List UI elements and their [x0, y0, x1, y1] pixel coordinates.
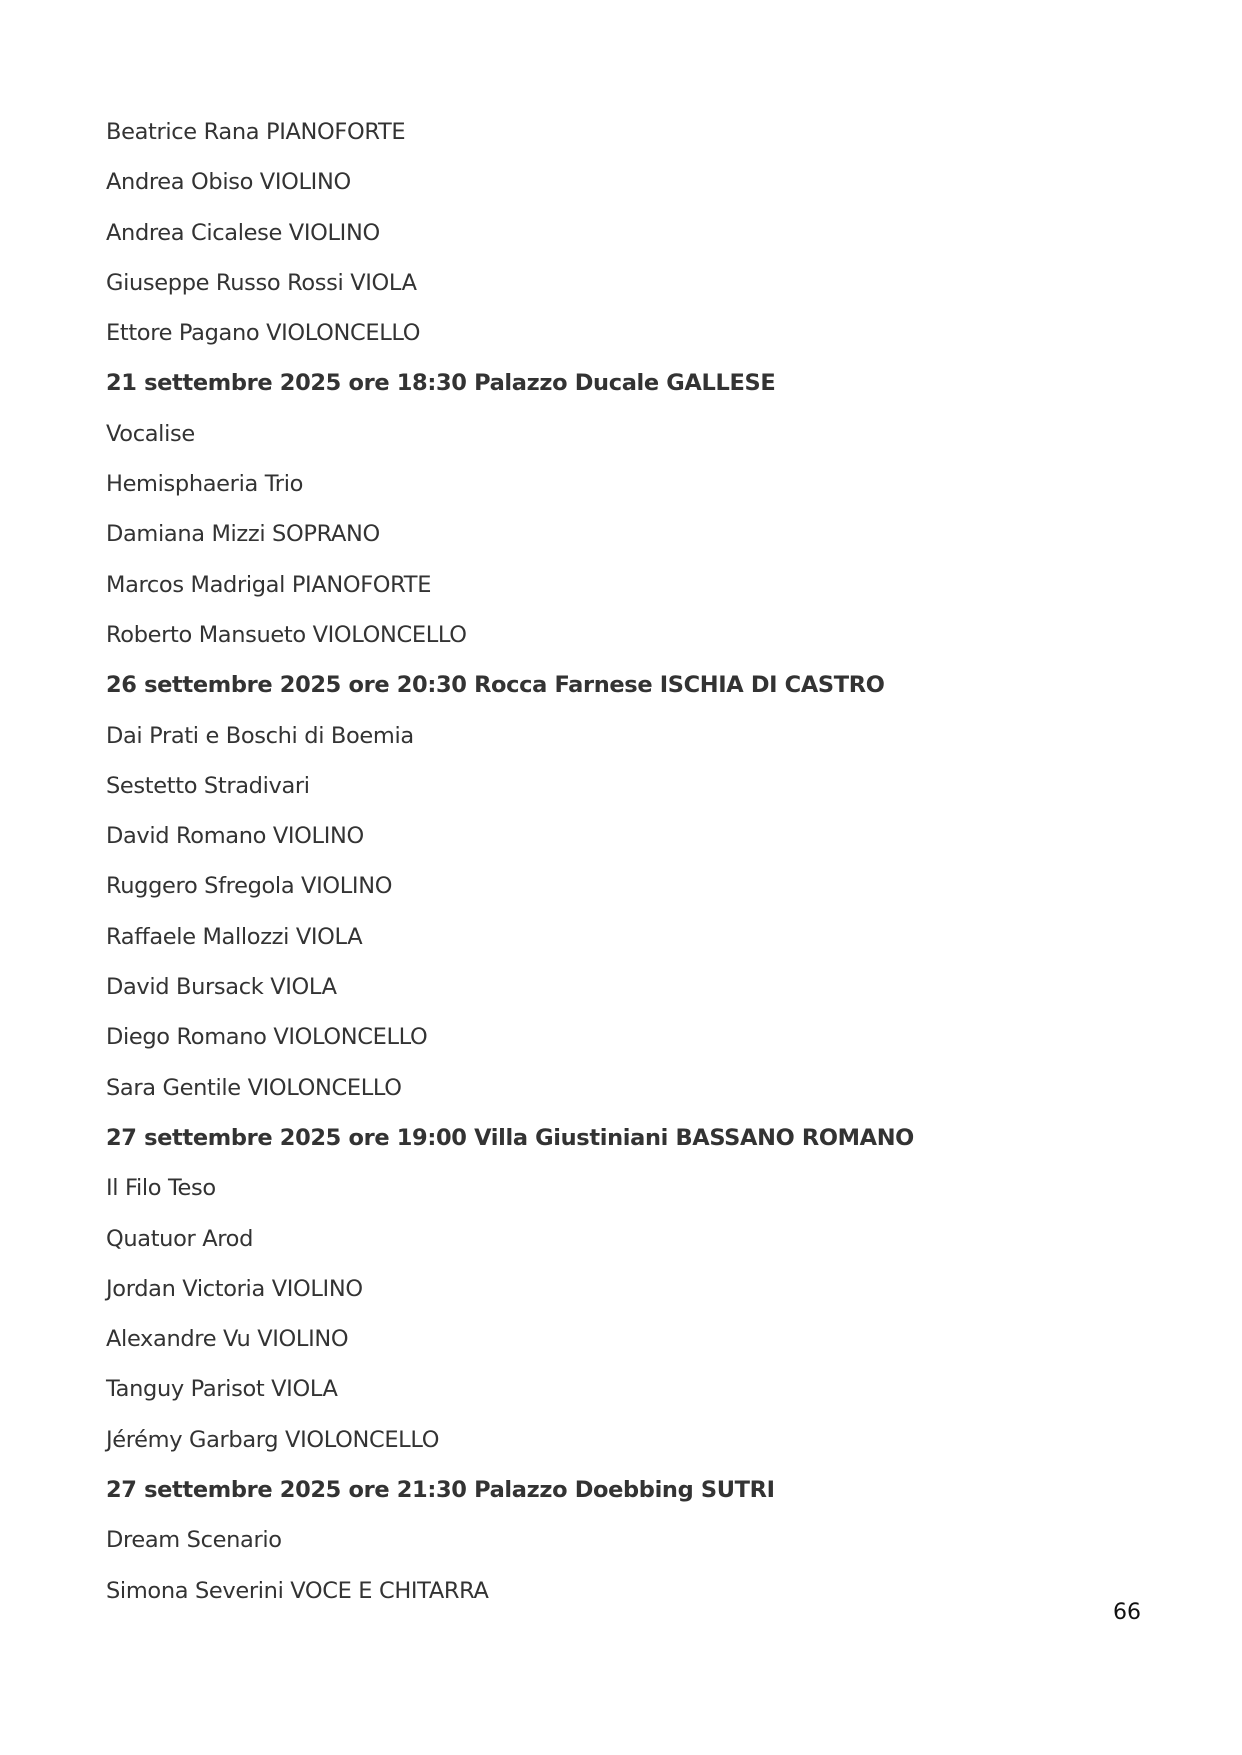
text-line: Raffaele Mallozzi VIOLA: [106, 923, 363, 950]
text-line: Jordan Victoria VIOLINO: [106, 1275, 363, 1302]
text-line: Simona Severini VOCE E CHITARRA: [106, 1577, 489, 1604]
concert-heading: 27 settembre 2025 ore 19:00 Villa Giustiniani BASSANO ROMANO: [106, 1124, 914, 1151]
text-line: Dai Prati e Boschi di Boemia: [106, 722, 414, 749]
text-line: Giuseppe Russo Rossi VIOLA: [106, 269, 417, 296]
text-line: Il Filo Teso: [106, 1175, 216, 1202]
text-line: David Romano VIOLINO: [106, 823, 364, 850]
text-line: Hemisphaeria Trio: [106, 471, 304, 498]
text-line: Jérémy Garbarg VIOLONCELLO: [106, 1426, 440, 1453]
text-line: Roberto Mansueto VIOLONCELLO: [106, 621, 467, 648]
text-line: Diego Romano VIOLONCELLO: [106, 1024, 428, 1051]
text-line: David Bursack VIOLA: [106, 974, 337, 1001]
concert-heading: 27 settembre 2025 ore 21:30 Palazzo Doebbing SUTRI: [106, 1477, 775, 1504]
text-line: Quatuor Arod: [106, 1225, 254, 1252]
text-line: Damiana Mizzi SOPRANO: [106, 521, 380, 548]
document-body: [106, 114, 1106, 1623]
text-line: Ruggero Sfregola VIOLINO: [106, 873, 393, 900]
text-line: Marcos Madrigal PIANOFORTE: [106, 571, 432, 598]
text-line: Andrea Obiso VIOLINO: [106, 169, 351, 196]
text-line: Alexandre Vu VIOLINO: [106, 1326, 349, 1353]
text-line: Vocalise: [106, 420, 195, 447]
text-line: Ettore Pagano VIOLONCELLO: [106, 320, 421, 347]
text-line: Sara Gentile VIOLONCELLO: [106, 1074, 402, 1101]
concert-heading: 21 settembre 2025 ore 18:30 Palazzo Ducale GALLESE: [106, 370, 776, 397]
page-number: 66: [1113, 1600, 1141, 1625]
text-line: Dream Scenario: [106, 1527, 282, 1554]
text-line: Sestetto Stradivari: [106, 772, 310, 799]
text-line: Tanguy Parisot VIOLA: [106, 1376, 338, 1403]
text-line: Beatrice Rana PIANOFORTE: [106, 119, 406, 145]
concert-heading: 26 settembre 2025 ore 20:30 Rocca Farnese ISCHIA DI CASTRO: [106, 672, 885, 699]
text-line: Andrea Cicalese VIOLINO: [106, 219, 380, 246]
